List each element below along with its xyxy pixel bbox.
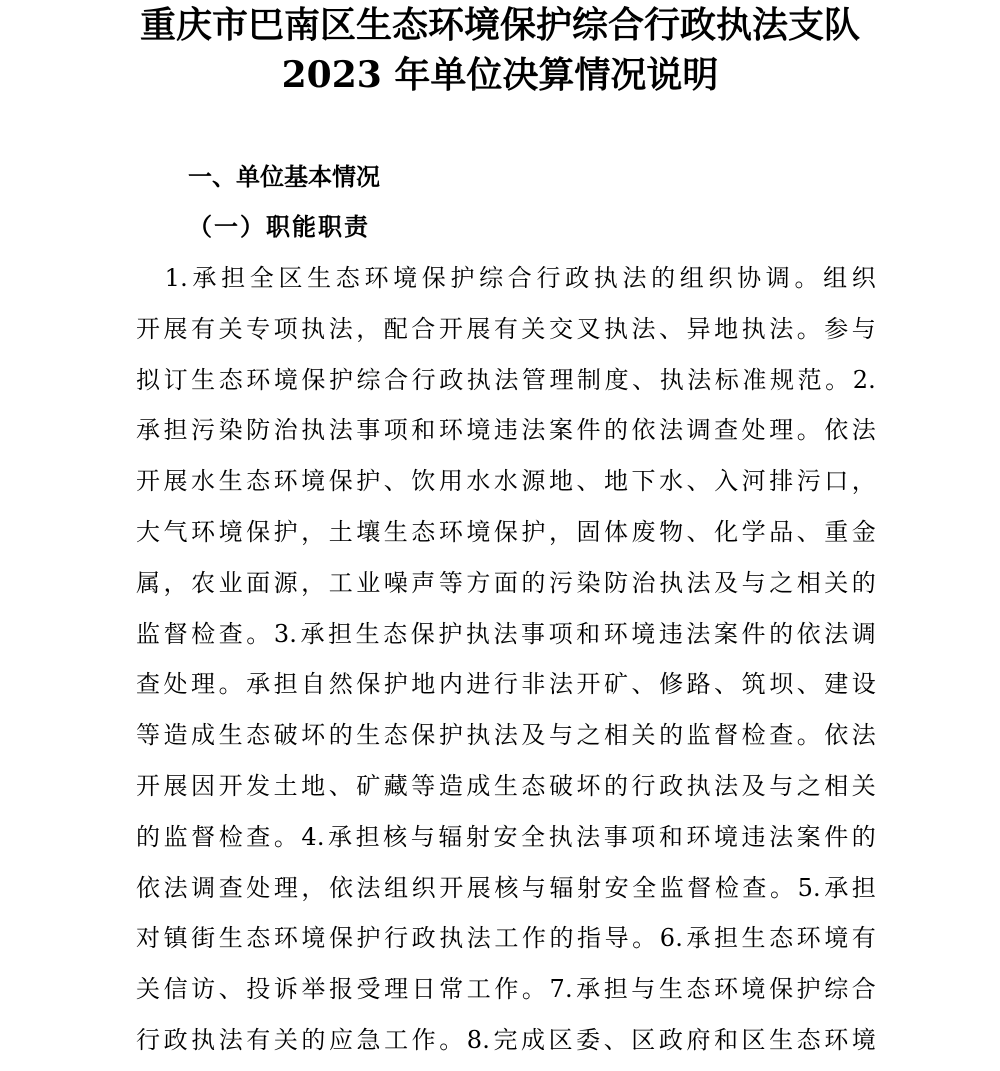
body-line: 大气环境保护，土壤生态环境保护，固体废物、化学品、重金 <box>136 517 876 546</box>
body-line: 承担污染防治执法事项和环境违法案件的依法调查处理。依法 <box>136 416 876 445</box>
body-line: 开展水生态环境保护、饮用水水源地、地下水、入河排污口， <box>136 467 876 496</box>
body-line: 依法调查处理，依法组织开展核与辐射安全监督检查。5.承担 <box>136 873 876 902</box>
body-paragraph <box>136 258 876 1071</box>
body-line: 等造成生态破坏的生态保护执法及与之相关的监督检查。依法 <box>136 721 876 750</box>
document-title-line-1: 重庆市巴南区生态环境保护综合行政执法支队 <box>139 4 860 46</box>
body-line: 关信访、投诉举报受理日常工作。7.承担与生态环境保护综合 <box>136 975 876 1004</box>
body-line: 属，农业面源，工业噪声等方面的污染防治执法及与之相关的 <box>136 568 876 597</box>
body-line: 拟订生态环境保护综合行政执法管理制度、执法标准规范。2. <box>136 365 876 394</box>
body-line: 开展因开发土地、矿藏等造成生态破坏的行政执法及与之相关 <box>136 771 876 800</box>
body-line: 查处理。承担自然保护地内进行非法开矿、修路、筑坝、建设 <box>136 670 876 699</box>
document-title-line-2: 2023 年单位决算情况说明 <box>281 54 719 96</box>
body-line: 开展有关专项执法，配合开展有关交叉执法、异地执法。参与 <box>136 314 876 343</box>
body-line: 行政执法有关的应急工作。8.完成区委、区政府和区生态环境 <box>136 1025 876 1054</box>
body-line: 1.承担全区生态环境保护综合行政执法的组织协调。组织 <box>136 264 876 292</box>
body-line: 监督检查。3.承担生态保护执法事项和环境违法案件的依法调 <box>136 619 876 648</box>
body-line: 对镇街生态环境保护行政执法工作的指导。6.承担生态环境有 <box>136 924 876 953</box>
body-line: 的监督检查。4.承担核与辐射安全执法事项和环境违法案件的 <box>136 822 876 851</box>
section-heading: 一、单位基本情况 <box>188 163 380 191</box>
subsection-heading: （一）职能职责 <box>188 212 370 241</box>
